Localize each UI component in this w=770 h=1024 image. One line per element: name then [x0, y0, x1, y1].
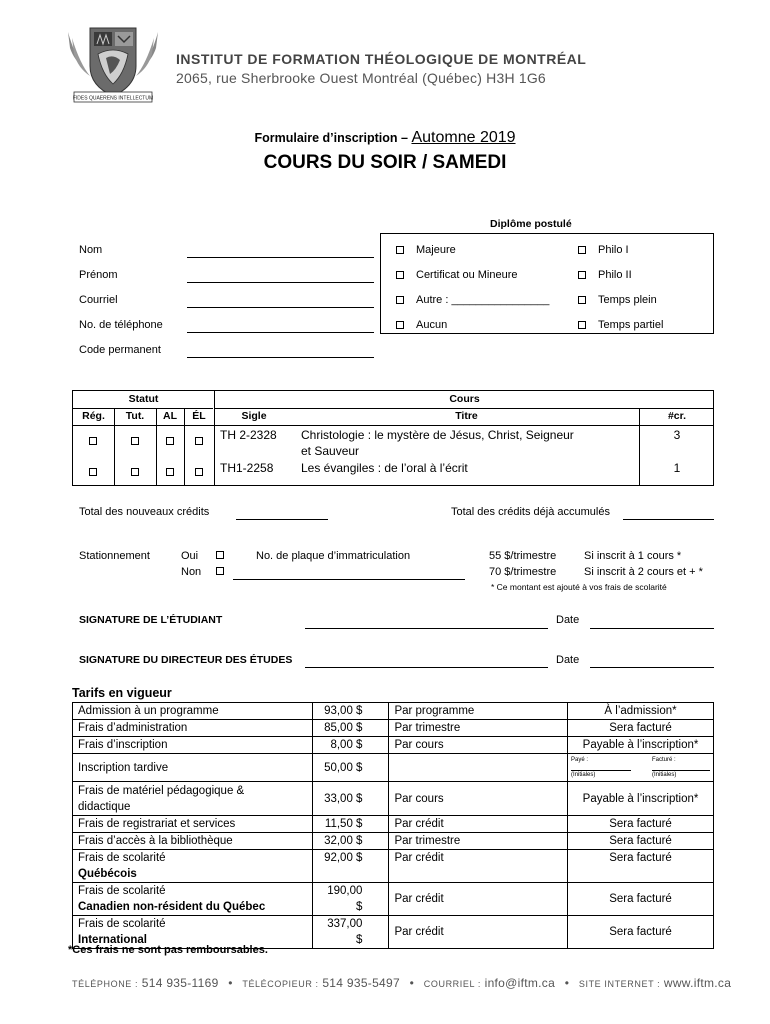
- parking-oui-label: Oui: [181, 550, 199, 562]
- form-season: Automne 2019: [411, 129, 516, 146]
- student-date-field[interactable]: [590, 628, 714, 629]
- phone-label: TÉLÉPHONE :: [72, 979, 139, 989]
- email-link[interactable]: info@iftm.ca: [484, 976, 556, 990]
- tarif-amount: 8,00 $: [313, 737, 389, 754]
- col-reg-header: Rég.: [82, 410, 105, 422]
- tarif-amount: 85,00 $: [313, 720, 389, 737]
- crest-motto: FIDES QUAERENS INTELLECTUM: [72, 95, 154, 102]
- tarif-item: Frais de scolarité Canadien non-résident du Québec: [73, 883, 313, 916]
- bullet-separator: •: [564, 976, 570, 990]
- checkbox[interactable]: [396, 321, 404, 329]
- tarif-when: Sera facturé: [568, 916, 714, 949]
- tarif-when: Payable à l’inscription*: [568, 737, 714, 754]
- nom-label: Nom: [79, 244, 103, 256]
- tarifs-table: [72, 702, 714, 949]
- cours-header: Cours: [449, 393, 480, 405]
- fax-number: 514 935-5497: [322, 976, 400, 990]
- table-row: [73, 833, 714, 850]
- diploma-option-temps-partiel[interactable]: Temps partiel: [578, 319, 663, 331]
- row1-credits: 3: [673, 428, 681, 442]
- checkbox[interactable]: [396, 296, 404, 304]
- tarif-when: Sera facturé: [568, 816, 714, 833]
- row2-el-checkbox[interactable]: [195, 468, 203, 476]
- row1-tut-checkbox[interactable]: [131, 437, 139, 445]
- tarif-item: Inscription tardive: [73, 754, 313, 782]
- tarif-per: [389, 754, 568, 782]
- checkbox[interactable]: [578, 271, 586, 279]
- tarif-per: Par crédit: [389, 850, 568, 883]
- website-link[interactable]: www.iftm.ca: [663, 976, 732, 990]
- student-signature-label: SIGNATURE DE L’ÉTUDIANT: [79, 614, 223, 626]
- tarif-amount: 33,00 $: [313, 782, 389, 816]
- prenom-field[interactable]: [187, 282, 374, 283]
- new-credits-label: Total des nouveaux crédits: [79, 506, 210, 518]
- parking-oui-checkbox[interactable]: [216, 551, 224, 559]
- code-permanent-label: Code permanent: [79, 344, 161, 356]
- checkbox[interactable]: [396, 246, 404, 254]
- row1-reg-checkbox[interactable]: [89, 437, 97, 445]
- director-date-field[interactable]: [590, 667, 714, 668]
- tarif-when: Sera facturé: [568, 850, 714, 883]
- plate-field[interactable]: [233, 579, 465, 580]
- non-refundable-note: *Ces frais ne sont pas remboursables.: [68, 944, 268, 956]
- table-row: [73, 883, 714, 916]
- contact-footer: [72, 976, 732, 990]
- tarif-per: Par cours: [389, 737, 568, 754]
- tarif-per: Par crédit: [389, 916, 568, 949]
- facture-initials-label: (Initiales): [652, 771, 677, 778]
- table-row: [73, 782, 714, 816]
- col-al-header: AL: [163, 410, 177, 422]
- fax-label: TÉLÉCOPIEUR :: [242, 979, 319, 989]
- tarif-late-approval: [568, 754, 714, 782]
- parking-price-2: 70 $/trimestre: [489, 566, 557, 578]
- diploma-option-majeure[interactable]: Majeure: [396, 244, 456, 256]
- diploma-option-certificat[interactable]: Certificat ou Mineure: [396, 269, 518, 281]
- row2-titre: Les évangiles : de l’oral à l’écrit: [301, 461, 468, 475]
- tarif-item: Frais de registrariat et services: [73, 816, 313, 833]
- new-credits-field[interactable]: [236, 519, 328, 520]
- telephone-label: No. de téléphone: [79, 319, 163, 331]
- email-label: COURRIEL :: [423, 979, 481, 989]
- diploma-option-temps-plein[interactable]: Temps plein: [578, 294, 657, 306]
- website-label: SITE INTERNET :: [578, 979, 661, 989]
- tarif-per: Par crédit: [389, 816, 568, 833]
- col-titre-header: Titre: [455, 410, 478, 422]
- plate-label: No. de plaque d’immatriculation: [256, 550, 411, 562]
- tarif-amount: 93,00 $: [313, 703, 389, 720]
- checkbox[interactable]: [578, 321, 586, 329]
- row1-titre: Christologie : le mystère de Jésus, Christ, Seigneur: [301, 428, 574, 442]
- director-date-label: Date: [556, 654, 580, 666]
- tarif-when: À l’admission*: [568, 703, 714, 720]
- student-signature-field[interactable]: [305, 628, 548, 629]
- tarifs-heading: Tarifs en vigueur: [72, 686, 172, 700]
- table-row: [73, 754, 714, 782]
- tarif-per: Par programme: [389, 703, 568, 720]
- tarif-per: Par trimestre: [389, 720, 568, 737]
- accum-credits-field[interactable]: [623, 519, 714, 520]
- tarif-per: Par trimestre: [389, 833, 568, 850]
- tarif-amount: 50,00 $: [313, 754, 389, 782]
- bullet-separator: •: [228, 976, 233, 990]
- tarif-per: Par crédit: [389, 883, 568, 916]
- phone-number: 514 935-1169: [141, 976, 219, 990]
- parking-non-label: Non: [181, 566, 202, 578]
- col-tut-header: Tut.: [125, 410, 145, 422]
- tarif-amount: 11,50 $: [313, 816, 389, 833]
- prenom-label: Prénom: [79, 269, 118, 281]
- tarif-when: Sera facturé: [568, 883, 714, 916]
- tarif-when: Sera facturé: [568, 720, 714, 737]
- facture-label: Facturé :: [652, 756, 676, 763]
- parking-non-checkbox[interactable]: [216, 567, 224, 575]
- row1-al-checkbox[interactable]: [166, 437, 174, 445]
- form-subtitle: COURS DU SOIR / SAMEDI: [263, 152, 507, 173]
- nom-field[interactable]: [187, 257, 374, 258]
- courses-table: [72, 390, 714, 486]
- tarif-item: Frais de matériel pédagogique & didactique: [73, 782, 313, 816]
- tarif-when: Sera facturé: [568, 833, 714, 850]
- code-permanent-field[interactable]: [187, 357, 374, 358]
- table-row: [73, 720, 714, 737]
- table-row: [73, 703, 714, 720]
- col-el-header: ÉL: [192, 410, 206, 422]
- table-row: [73, 737, 714, 754]
- student-date-label: Date: [556, 614, 580, 626]
- bullet-separator: •: [409, 976, 415, 990]
- checkbox[interactable]: [396, 271, 404, 279]
- tarif-amount: 92,00 $: [313, 850, 389, 883]
- institute-address: 2065, rue Sherbrooke Ouest Montréal (Québec) H3H 1G6: [176, 70, 546, 86]
- form-title: [0, 129, 770, 147]
- diploma-option-aucun[interactable]: Aucun: [396, 319, 447, 331]
- parking-condition-2: Si inscrit à 2 cours et + *: [584, 566, 703, 578]
- tarif-item: Frais de scolarité Québécois: [73, 850, 313, 883]
- director-signature-field[interactable]: [305, 667, 548, 668]
- accum-credits-label: Total des crédits déjà accumulés: [451, 506, 610, 518]
- tarif-item: Admission à un programme: [73, 703, 313, 720]
- telephone-field[interactable]: [187, 332, 374, 333]
- row1-el-checkbox[interactable]: [195, 437, 203, 445]
- table-row: [73, 850, 714, 883]
- parking-label: Stationnement: [79, 550, 150, 562]
- paye-initials-label: (Initiales): [571, 771, 596, 778]
- row2-al-checkbox[interactable]: [166, 468, 174, 476]
- tarif-item: Frais d’administration: [73, 720, 313, 737]
- paye-label: Payé :: [571, 756, 589, 763]
- checkbox[interactable]: [578, 296, 586, 304]
- tarif-amount: 32,00 $: [313, 833, 389, 850]
- tarif-item: Frais de scolarité International: [73, 916, 313, 949]
- row2-tut-checkbox[interactable]: [131, 468, 139, 476]
- row2-sigle: TH1-2258: [220, 461, 274, 475]
- statut-header: Statut: [128, 393, 159, 405]
- row2-credits: 1: [673, 461, 681, 475]
- diploma-option-philo-1[interactable]: Philo I: [578, 244, 629, 256]
- facture-field[interactable]: [652, 764, 710, 771]
- tarif-amount: 337,00 $: [313, 916, 389, 949]
- row1-sigle: TH 2-2328: [220, 428, 277, 442]
- row2-reg-checkbox[interactable]: [89, 468, 97, 476]
- table-row: [73, 816, 714, 833]
- director-signature-label: SIGNATURE DU DIRECTEUR DES ÉTUDES: [79, 654, 293, 666]
- parking-condition-1: Si inscrit à 1 cours *: [584, 550, 682, 562]
- form-title-prefix: Formulaire d’inscription –: [254, 131, 408, 145]
- diploma-option-autre[interactable]: Autre : ________________: [396, 294, 549, 306]
- institute-name: INSTITUT DE FORMATION THÉOLOGIQUE DE MONTRÉAL: [176, 51, 587, 67]
- tarif-item: Frais d’inscription: [73, 737, 313, 754]
- diploma-option-philo-2[interactable]: Philo II: [578, 269, 632, 281]
- col-cr-header: #cr.: [667, 410, 687, 422]
- courriel-field[interactable]: [187, 307, 374, 308]
- parking-price-1: 55 $/trimestre: [489, 550, 557, 562]
- tarif-per: Par cours: [389, 782, 568, 816]
- courriel-label: Courriel: [79, 294, 118, 306]
- institute-crest-logo: [64, 24, 162, 106]
- row1-titre-cont: et Sauveur: [301, 444, 360, 458]
- tarif-when: Payable à l’inscription*: [568, 782, 714, 816]
- diploma-heading: Diplôme postulé: [490, 218, 572, 230]
- paye-field[interactable]: [571, 764, 631, 771]
- col-sigle-header: Sigle: [241, 410, 267, 422]
- tarif-item: Frais d’accès à la bibliothèque: [73, 833, 313, 850]
- checkbox[interactable]: [578, 246, 586, 254]
- parking-note: * Ce montant est ajouté à vos frais de scolarité: [491, 582, 667, 592]
- tarif-amount: 190,00 $: [313, 883, 389, 916]
